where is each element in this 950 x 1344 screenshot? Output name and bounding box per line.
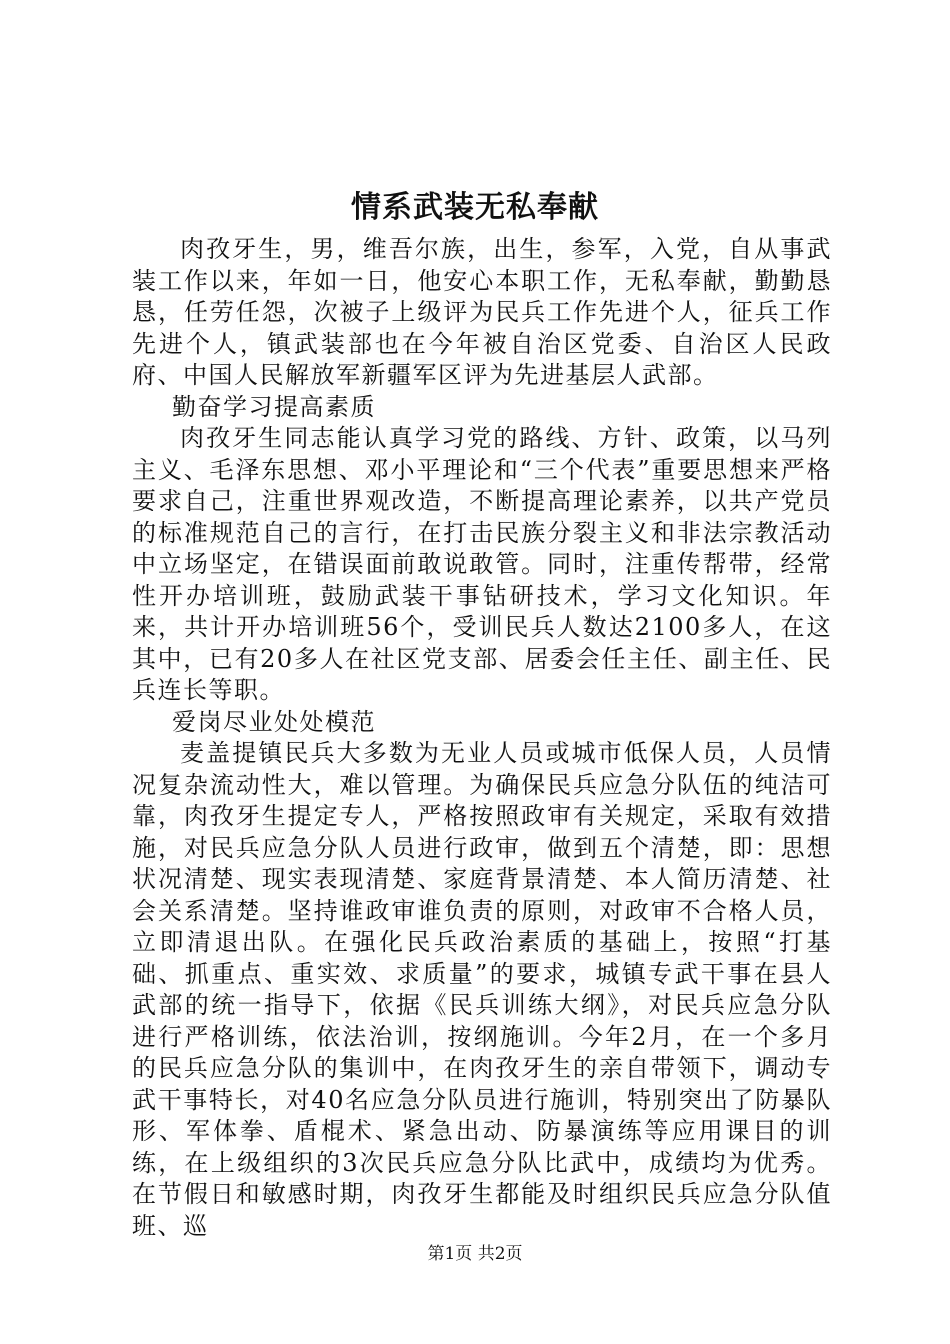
paragraph-intro: 肉孜牙生，男，维吾尔族，出生，参军，入党，自从事武装工作以来，年如一日，他安心本职工作，无私奉献，勤勤恳恳，任劳任怨，次被子上级评为民兵工作先进个人，征兵工作先进个人，镇武装部也在今年被自治区党委、自治区人民政府、中国人民解放军新疆军区评为先进基层人武部。 (132, 235, 832, 389)
document-title: 情系武装无私奉献 (351, 190, 599, 225)
paragraph-dedication: 麦盖提镇民兵大多数为无业人员或城市低保人员，人员情况复杂流动性大，难以管理。为确保民兵应急分队伍的纯洁可靠，肉孜牙生提定专人，严格按照政审有关规定，采取有效措施，对民兵应急分队人员进行政审，做到五个清楚，即：思想状况清楚、现实表现清楚、家庭背景清楚、本人简历清楚、社会关系清楚。坚持谁政审谁负责的原则，对政审不合格人员，立即清退出队。在强化民兵政治素质的基础上，按照“打基础、抓重点、重实效、求质量”的要求，城镇专武干事在县人武部的统一指导下，依据《民兵训练大纲》，对民兵应急分队进行严格训练，依法治训，按纲施训。今年2月，在一个多月的民兵应急分队的集训中，在肉孜牙生的亲自带领下，调动专武干事特长，对40名应急分队员进行施训，特别突出了防暴队形、军体拳、盾棍术、紧急出动、防暴演练等应用课目的训练，在上级组织的3次民兵应急分队比武中，成绩均为优秀。在节假日和敏感时期，肉孜牙生都能及时组织民兵应急分队值班、巡 (132, 739, 832, 1240)
document-body (132, 234, 832, 1242)
section-heading-study: 勤奋学习提高素质 (172, 392, 376, 421)
page-number-footer: 第1页 共2页 (427, 1244, 523, 1264)
section-heading-dedication: 爱岗尽业处处模范 (172, 707, 376, 736)
paragraph-study: 肉孜牙生同志能认真学习党的路线、方针、政策，以马列主义、毛泽东思想、邓小平理论和“三个代表”重要思想来严格要求自己，注重世界观改造，不断提高理论素养，以共产党员的标准规范自己的言行，在打击民族分裂主义和非法宗教活动中立场坚定，在错误面前敢说敢管。同时，注重传帮带，经常性开办培训班，鼓励武装干事钻研技术，学习文化知识。年来，共计开办培训班56个，受训民兵人数达2100多人，在这其中，已有20多人在社区党支部、居委会任主任、副主任、民兵连长等职。 (132, 424, 832, 704)
